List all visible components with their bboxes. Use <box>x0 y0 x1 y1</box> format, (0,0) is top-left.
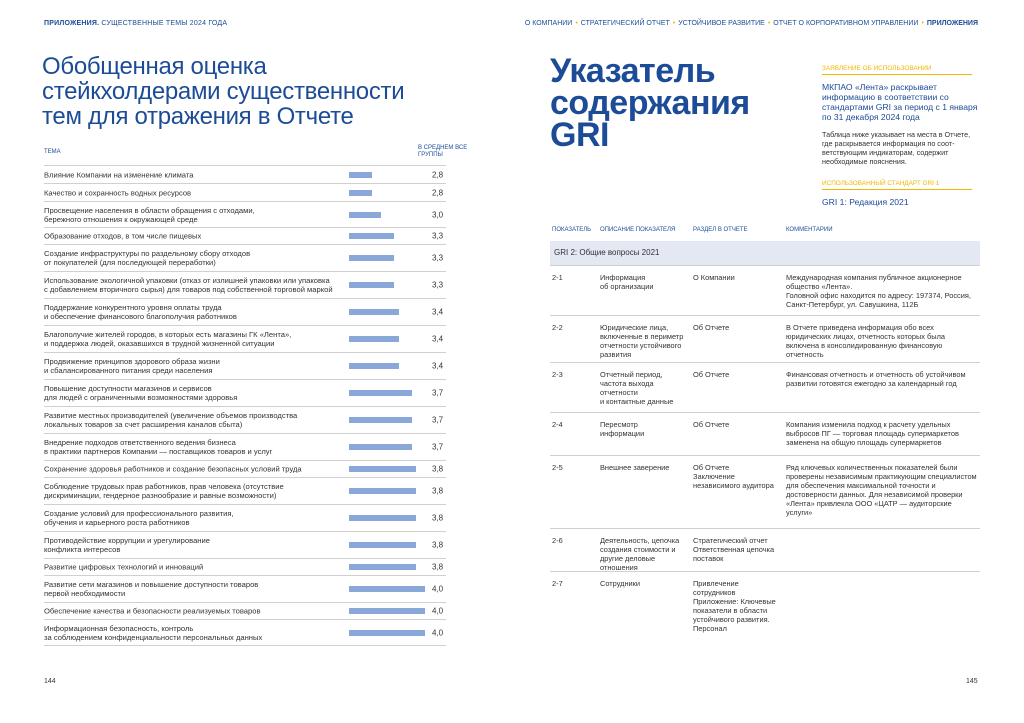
materiality-score-value: 3,4 <box>432 334 444 344</box>
nav-item-governance[interactable]: ОТЧЕТ О КОРПОРАТИВНОМ УПРАВЛЕНИИ <box>773 20 919 27</box>
gri-indicator-description: Пересмотр информации <box>600 420 645 438</box>
materiality-score-value: 4,0 <box>432 628 444 637</box>
section-nav <box>525 20 978 27</box>
nav-item-appendices[interactable]: ПРИЛОЖЕНИЯ <box>926 20 978 27</box>
materiality-theme-label: Влияние Компании на изменение климата <box>44 170 194 179</box>
materiality-score-value: 3,3 <box>432 253 444 263</box>
materiality-score-bar <box>349 190 372 196</box>
materiality-score-bar <box>349 172 372 178</box>
nav-item-company[interactable]: О КОМПАНИИ <box>524 20 573 27</box>
materiality-row <box>44 201 446 227</box>
materiality-theme-label: Поддержание конкурентного уровня оплаты труда и обеспечение финансового благополучия работников <box>44 303 237 321</box>
gri-indicator-description: Юридические лица, включенные в периметр отчетности устойчивого развития <box>600 323 684 359</box>
column-theme: ТЕМА <box>44 149 61 155</box>
column-description: ОПИСАНИЕ ПОКАЗАТЕЛЯ <box>600 227 676 233</box>
materiality-score-bar <box>349 564 416 570</box>
materiality-theme-label: Качество и сохранность водных ресурсов <box>44 188 192 197</box>
column-section: РАЗДЕЛ В ОТЧЕТЕ <box>693 227 748 233</box>
gri-report-section: Об Отчете <box>693 420 730 429</box>
materiality-score-value: 3,3 <box>432 231 444 241</box>
standard-value: GRI 1: Редакция 2021 <box>822 197 909 207</box>
materiality-row <box>44 477 446 504</box>
left-page-title: Обобщенная оценка стейкхолдерами существенности тем для отражения в Отчете <box>42 53 405 130</box>
materiality-score-bar <box>349 282 394 288</box>
gri-indicator-code: 2-5 <box>552 463 563 472</box>
materiality-score-bar <box>349 390 412 396</box>
materiality-row <box>44 575 446 602</box>
materiality-score-value: 3,7 <box>432 388 444 398</box>
gri-comment: Ряд ключевых количественных показателей были проверены независимым практикующим специалистом для обеспечения максимальной точности и достоверности данных. Для независимой проверки «Лента» привлекла ООО «ЦАТР — аудиторские услуги» <box>786 463 977 517</box>
materiality-row <box>44 352 446 379</box>
nav-separator: • <box>921 20 924 27</box>
materiality-theme-label: Использование экологичной упаковки (отказ от излишней упаковки или упаковка с добавлением вторичного сырья) для товаров под собственной торговой маркой <box>44 276 333 294</box>
gri-indicator-description: Сотрудники <box>600 579 641 588</box>
gri-indicator-code: 2-4 <box>552 420 563 429</box>
gri-indicator-description: Внешнее заверение <box>600 463 670 472</box>
materiality-score-bar <box>349 233 394 239</box>
materiality-score-bar <box>349 608 425 614</box>
materiality-theme-label: Благополучие жителей городов, в которых есть магазины ГК «Лента», и поддержка людей, оказавшихся в трудной жизненной ситуации <box>44 330 292 348</box>
statement-text: МКПАО «Лента» раскрывает информацию в соответствии со стандартами GRI за период с 1 января по 31 декабря 2024 года <box>822 82 978 122</box>
column-average: В СРЕДНЕМ ВСЕ ГРУППЫ <box>418 145 468 158</box>
materiality-score-value: 3,8 <box>432 562 444 572</box>
materiality-score-value: 3,7 <box>432 442 444 452</box>
materiality-theme-label: Развитие местных производителей (увеличение объемов производства локальных товаров за счет расширения каналов сбыта) <box>44 411 298 429</box>
materiality-score-bar <box>349 309 399 315</box>
gri-row <box>550 362 980 412</box>
gri-report-section: Об Отчете <box>693 370 730 379</box>
gri-report-section: О Компании <box>693 273 735 282</box>
materiality-score-value: 3,8 <box>432 513 444 523</box>
gri-comment: Финансовая отчетность и отчетность об устойчивом развитии готовятся ежегодно за календарный год <box>786 370 966 388</box>
materiality-row <box>44 619 446 646</box>
materiality-score-bar <box>349 336 399 342</box>
nav-item-sustainability[interactable]: УСТОЙЧИВОЕ РАЗВИТИЕ <box>678 20 765 27</box>
materiality-theme-label: Создание инфраструктуры по раздельному сбору отходов от покупателей (для последующей переработки) <box>44 249 251 267</box>
materiality-theme-label: Развитие сети магазинов и повышение доступности товаров первой необходимости <box>44 580 259 598</box>
breadcrumb-section[interactable]: СУЩЕСТВЕННЫЕ ТЕМЫ 2024 ГОДА <box>101 20 228 27</box>
materiality-score-value: 2,8 <box>432 170 444 179</box>
materiality-score-bar <box>349 444 412 450</box>
page-number-left: 144 <box>44 678 56 685</box>
breadcrumb-prefix[interactable]: ПРИЛОЖЕНИЯ. <box>44 20 100 27</box>
materiality-table-header <box>44 145 468 165</box>
gri-comment: В Отчете приведена информация обо всех юридических лицах, отчетность которых была включена в консолидированную финансовую отчетность <box>786 323 945 359</box>
materiality-row <box>44 379 446 406</box>
materiality-score-bar <box>349 630 425 636</box>
statement-note: Таблица ниже указывает на места в Отчете, где раскрывается информация по соот-ветствующим индикаторам, содержит необходимые пояснения. <box>822 130 971 166</box>
materiality-row <box>44 531 446 558</box>
materiality-row <box>44 433 446 460</box>
materiality-score-value: 3,0 <box>432 210 444 219</box>
materiality-score-bar <box>349 515 416 521</box>
materiality-score-value: 3,3 <box>432 280 444 290</box>
gri-table <box>550 265 980 661</box>
materiality-score-bar <box>349 488 416 494</box>
materiality-row <box>44 183 446 201</box>
gri-report-section: Об Отчете Заключение независимого аудитора <box>693 463 774 490</box>
materiality-score-bar <box>349 466 416 472</box>
left-breadcrumb <box>44 20 227 27</box>
gri-indicator-description: Отчетный период, частота выхода отчетности и контактные данные <box>600 370 674 406</box>
gri-report-section: Стратегический отчет Ответственная цепочка поставок <box>693 536 775 563</box>
right-page-title: Указатель содержания GRI <box>550 52 750 154</box>
gri-indicator-code: 2-3 <box>552 370 563 379</box>
materiality-score-value: 3,8 <box>432 486 444 496</box>
materiality-score-value: 3,7 <box>432 415 444 425</box>
materiality-score-value: 4,0 <box>432 606 444 616</box>
gri-indicator-code: 2-1 <box>552 273 563 282</box>
column-indicator: ПОКАЗАТЕЛЬ <box>552 227 592 233</box>
materiality-theme-label: Противодействие коррупции и урегулирование конфликта интересов <box>44 536 210 554</box>
materiality-row <box>44 558 446 575</box>
gri-row <box>550 455 980 528</box>
gri-comment: Международная компания публичное акционерное общество «Лента». Головной офис находится по адресу: 197374, Россия, Санкт-Петербург, ул. Савушкина, 112Б <box>786 273 971 309</box>
gri-row <box>550 528 980 571</box>
materiality-score-bar <box>349 542 416 548</box>
materiality-theme-label: Создание условий для профессионального развития, обучения и карьерного роста работников <box>44 509 234 527</box>
gri-indicator-code: 2-7 <box>552 579 563 588</box>
materiality-score-bar <box>349 363 399 369</box>
nav-item-strategic[interactable]: СТРАТЕГИЧЕСКИЙ ОТЧЕТ <box>580 20 670 27</box>
materiality-theme-label: Обеспечение качества и безопасности реализуемых товаров <box>44 606 261 616</box>
gri-report-section: Привлечение сотрудников Приложение: Ключевые показатели в области устойчивого развития. Персонал <box>693 579 776 633</box>
materiality-theme-label: Повышение доступности магазинов и сервисов для людей с ограниченными возможностями здоровья <box>44 384 238 402</box>
materiality-theme-label: Просвещение населения в области обращения с отходами, бережного отношения к окружающей среде <box>44 205 255 224</box>
materiality-theme-label: Внедрение подходов ответственного ведения бизнеса в практики партнеров Компании — поставщиков товаров и услуг <box>44 438 273 456</box>
materiality-row <box>44 165 446 183</box>
materiality-theme-label: Соблюдение трудовых прав работников, прав человека (отсутствие дискриминации, гендерное разнообразие и равные возможности) <box>44 482 284 500</box>
materiality-theme-label: Информационная безопасность, контроль за соблюдением конфиденциальности персональных данных <box>44 623 263 642</box>
standard-label: ИСПОЛЬЗОВАННЫЙ СТАНДАРТ GRI 1 <box>822 180 972 190</box>
gri-indicator-description: Информация об организации <box>600 273 654 291</box>
nav-separator: • <box>767 20 771 27</box>
materiality-score-bar <box>349 212 381 218</box>
gri-group-row: GRI 2: Общие вопросы 2021 <box>550 241 980 265</box>
nav-separator: • <box>575 20 578 27</box>
gri-row <box>550 412 980 455</box>
materiality-score-bar <box>349 417 412 423</box>
materiality-score-value: 3,8 <box>432 464 444 474</box>
materiality-score-value: 3,4 <box>432 307 444 317</box>
statement-label: ЗАЯВЛЕНИЕ ОБ ИСПОЛЬЗОВАНИИ <box>822 65 972 75</box>
materiality-theme-label: Сохранение здоровья работников и создание безопасных условий труда <box>44 464 302 474</box>
materiality-score-value: 3,4 <box>432 361 444 371</box>
materiality-row <box>44 298 446 325</box>
materiality-score-bar <box>349 255 394 261</box>
materiality-score-value: 4,0 <box>432 584 444 594</box>
gri-row <box>550 571 980 661</box>
nav-separator: • <box>672 20 676 27</box>
materiality-table <box>44 165 446 646</box>
materiality-row <box>44 227 446 244</box>
materiality-score-bar <box>349 586 425 592</box>
gri-row <box>550 265 980 315</box>
gri-indicator-code: 2-6 <box>552 536 563 545</box>
gri-row <box>550 315 980 362</box>
materiality-row <box>44 602 446 619</box>
materiality-row <box>44 325 446 352</box>
materiality-row <box>44 504 446 531</box>
page-number-right: 145 <box>966 678 978 685</box>
materiality-theme-label: Развитие цифровых технологий и инноваций <box>44 562 204 572</box>
materiality-row <box>44 460 446 477</box>
materiality-score-value: 3,8 <box>432 540 444 550</box>
materiality-score-value: 2,8 <box>432 188 444 197</box>
materiality-row <box>44 406 446 433</box>
materiality-theme-label: Продвижение принципов здорового образа жизни и сбалансированного питания среди населения <box>44 357 220 375</box>
materiality-theme-label: Образование отходов, в том числе пищевых <box>44 231 202 241</box>
materiality-row <box>44 244 446 271</box>
column-comments: КОММЕНТАРИИ <box>786 227 833 233</box>
gri-indicator-description: Деятельность, цепочка создания стоимости и другие деловые отношения <box>600 536 680 572</box>
gri-report-section: Об Отчете <box>693 323 730 332</box>
gri-comment: Компания изменила подход к расчету удельных выбросов ПГ — торговая площадь супермаркетов заменена на общую площадь супермаркетов <box>786 420 959 447</box>
materiality-row <box>44 271 446 298</box>
gri-indicator-code: 2-2 <box>552 323 563 332</box>
